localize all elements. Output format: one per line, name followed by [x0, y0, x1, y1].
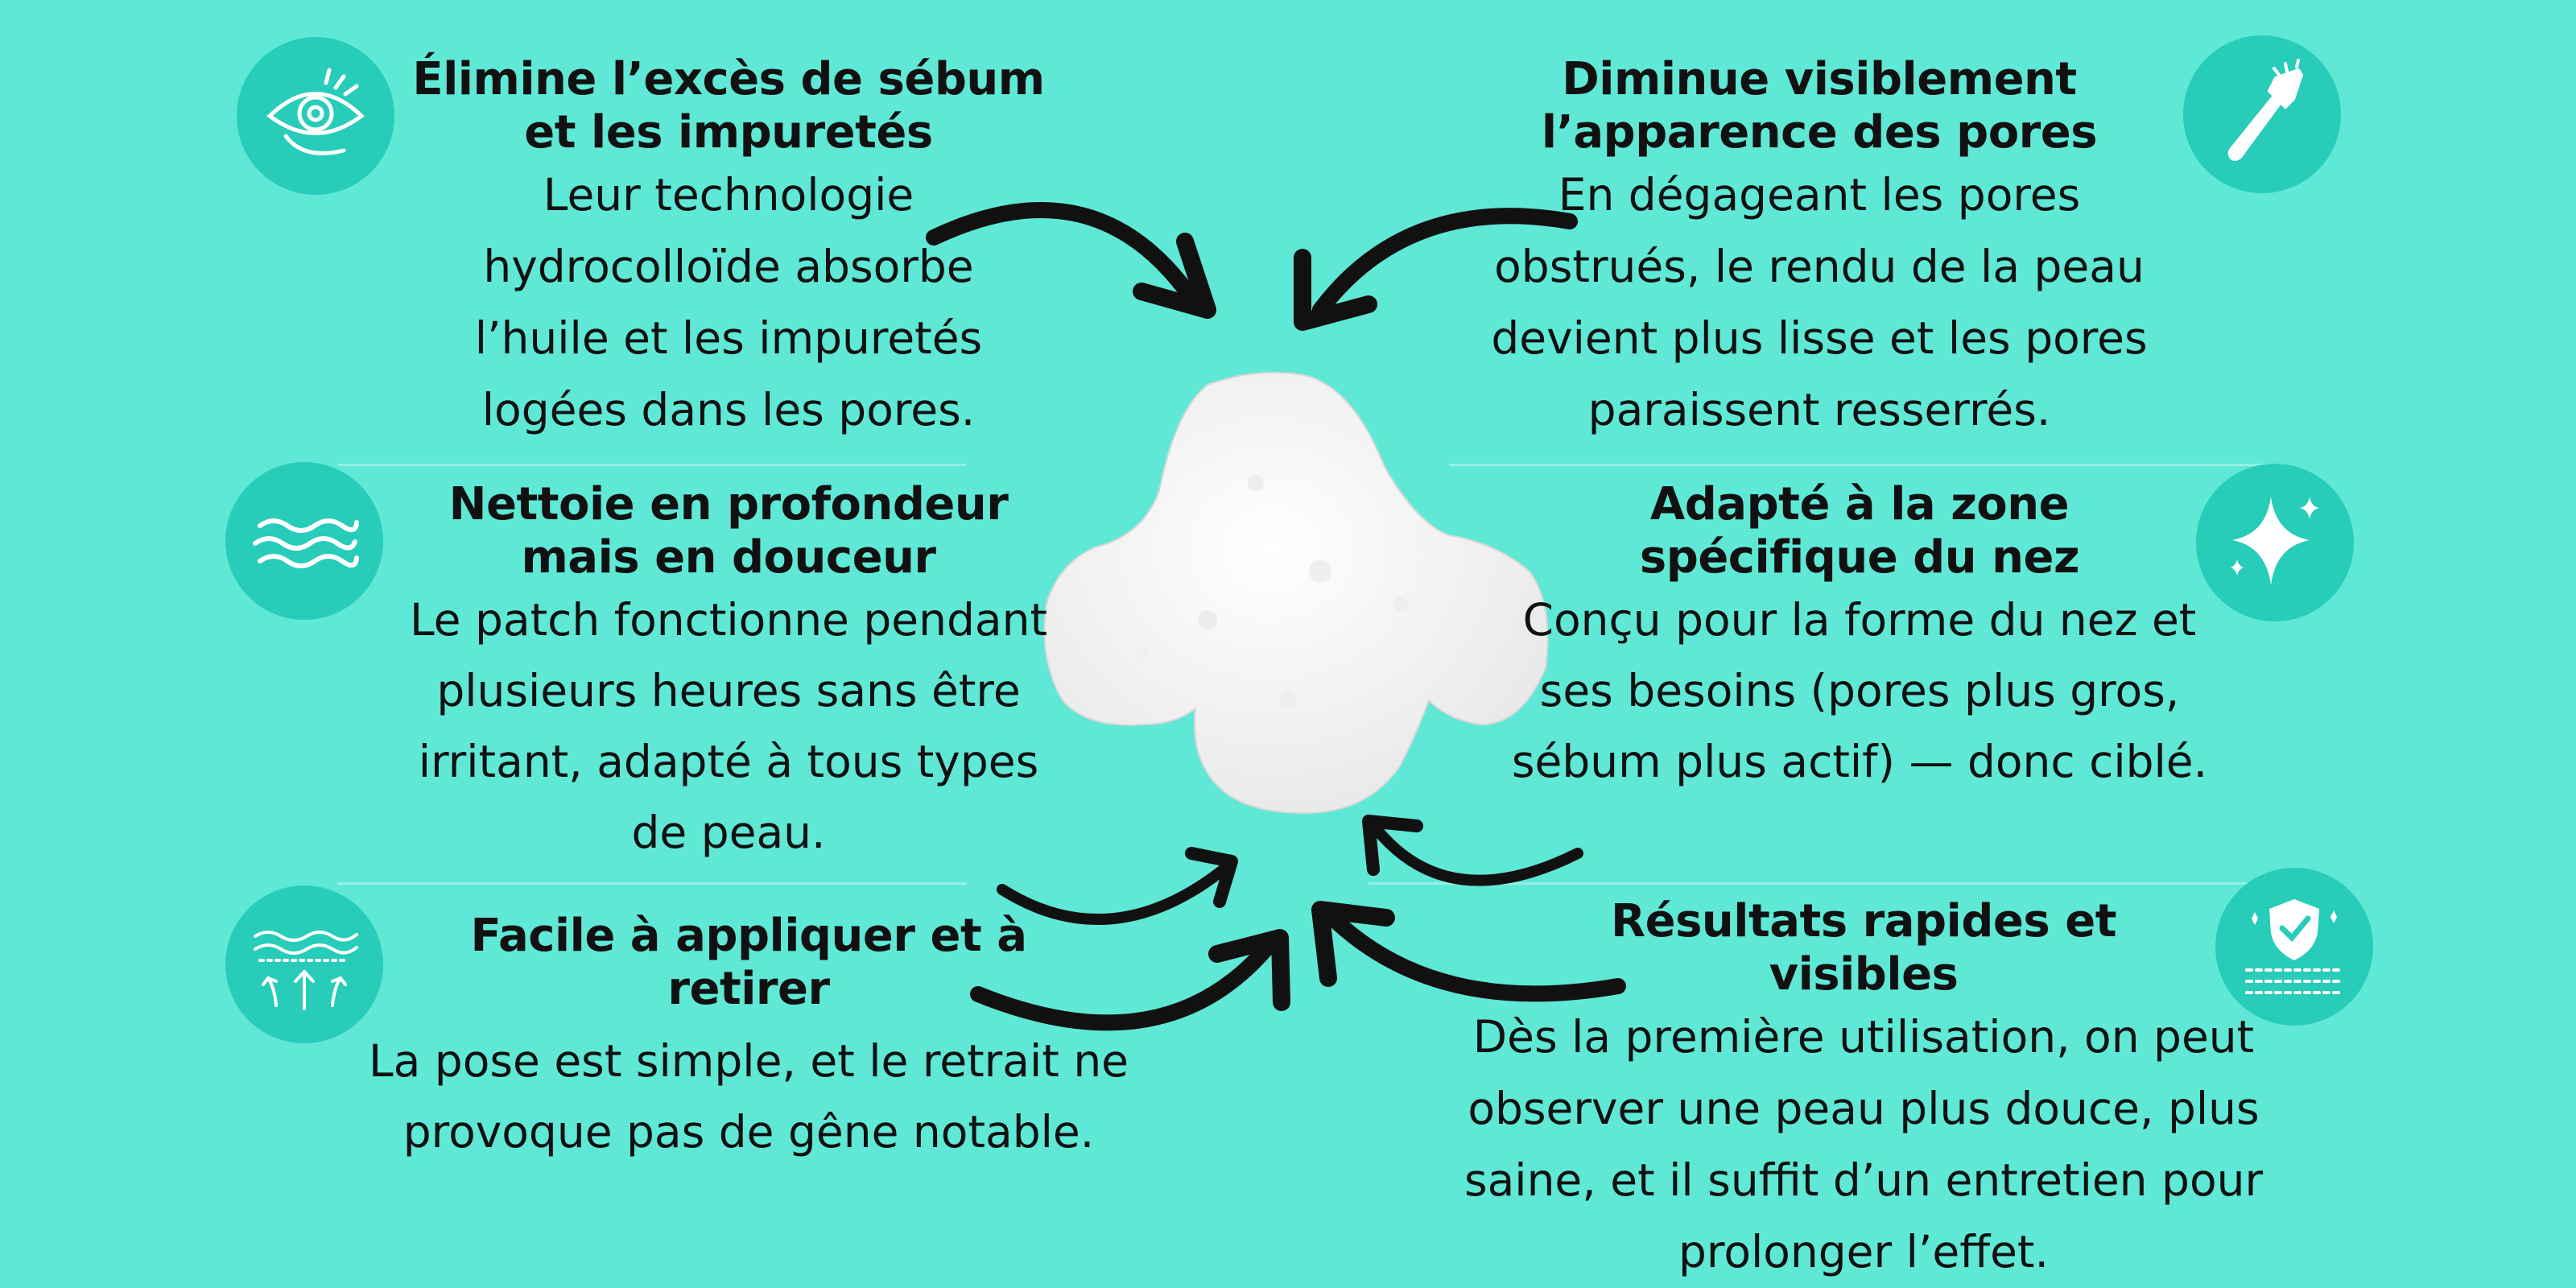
benefit-title: Nettoie en profondeur mais en douceur [448, 478, 1009, 584]
benefit-title: Résultats rapides et visibles [1611, 895, 2116, 1001]
benefit-card-results [1417, 895, 2310, 1288]
benefit-card-deep-clean [370, 478, 1087, 868]
benefit-text: En dégageant les pores obstrués, le rendu de la peau devient plus lisse et les pores paraissent resserrés. [1491, 169, 2148, 436]
benefit-title: Élimine l’excès de sébum et les impuretés [412, 53, 1045, 159]
benefit-text: Dès la première utilisation, on peut observer une peau plus douce, plus saine, et il suffit d’un entretien pour prolonger l’effet. [1463, 1011, 2264, 1278]
benefit-card-sebum [407, 53, 1051, 446]
arrow-mid-right [1368, 821, 1578, 881]
benefit-title: Adapté à la zone spécifique du nez [1639, 478, 2080, 584]
benefit-text: La pose est simple, et le retrait ne provoque pas de gêne notable. [368, 1035, 1129, 1158]
benefit-card-nose-zone [1497, 478, 2222, 797]
benefit-title: Diminue visiblement l’apparence des pores [1541, 53, 2098, 159]
benefit-text: Conçu pour la forme du nez et ses besoins (pores plus gros, sébum plus actif) — donc ciblé. [1511, 594, 2208, 787]
benefit-text: Leur technologie hydrocolloïde absorbe l’huile et les impuretés logées dans les pores. [474, 169, 983, 436]
benefit-card-pores [1457, 53, 2182, 446]
benefit-card-application [322, 910, 1175, 1167]
benefit-text: Le patch fonctionne pendant plusieurs heures sans être irritant, adapté à tous types de peau. [409, 594, 1048, 858]
benefit-title: Facile à appliquer et à retirer [470, 910, 1027, 1015]
